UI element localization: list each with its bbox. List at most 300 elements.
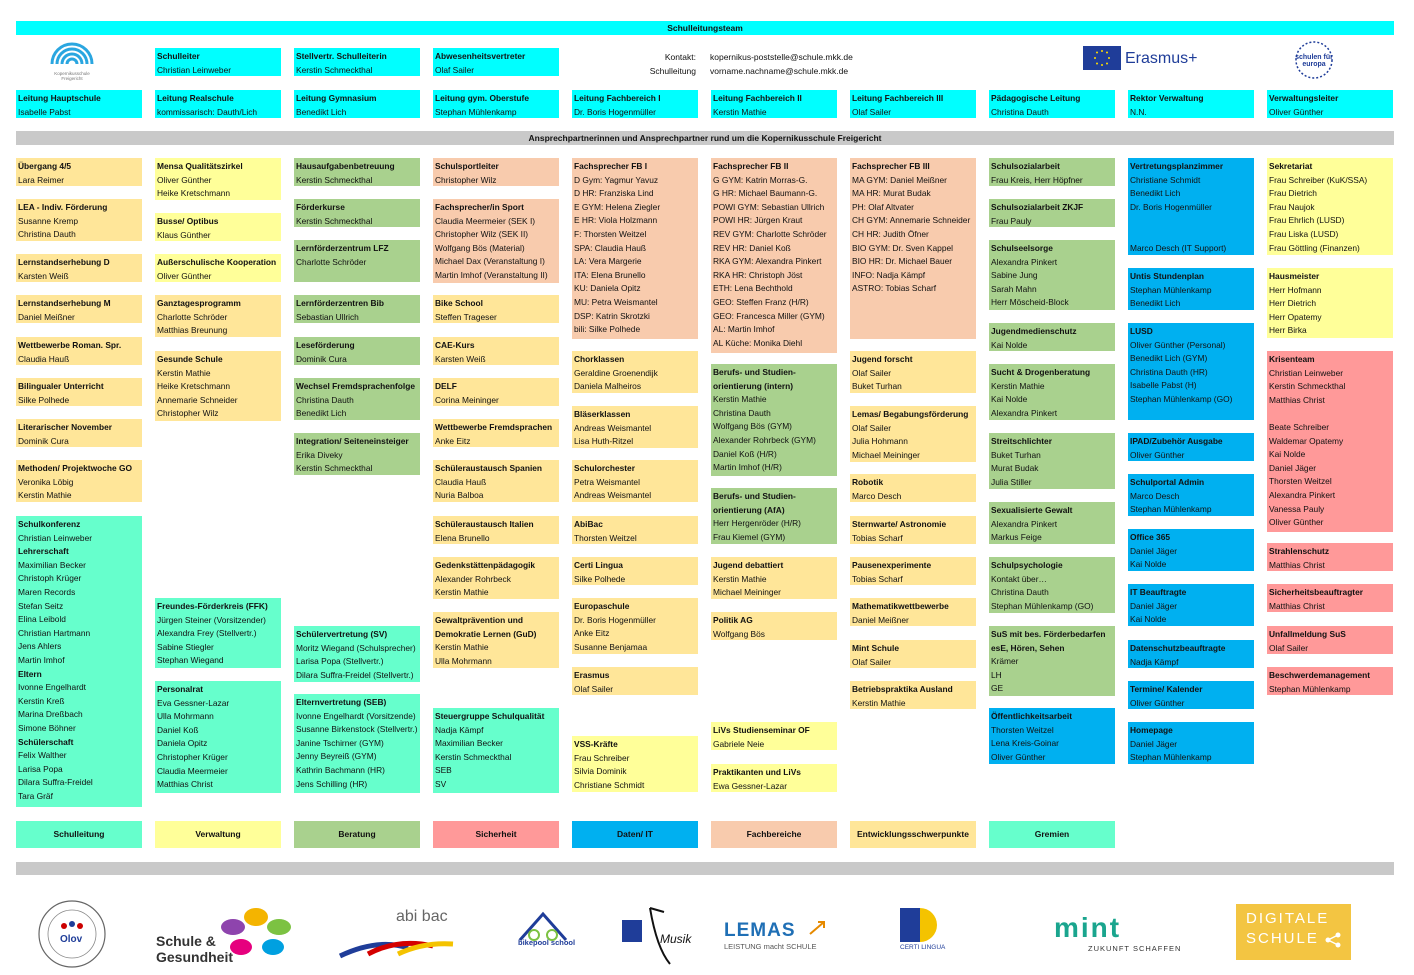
box-line: Olaf Sailer xyxy=(852,106,892,117)
box-schuleraustausch-italien xyxy=(433,516,559,544)
box-title: Fachsprecher FB I xyxy=(574,161,648,171)
legend-entwicklungsschwerpunkte: Entwicklungsschwerpunkte xyxy=(850,821,976,848)
box-line: Susanne Benjamaa xyxy=(574,641,648,652)
box-hausmeister xyxy=(1267,268,1393,338)
box-line: AL Küche: Monika Diehl xyxy=(713,337,803,348)
box-title: Lernstandserhebung M xyxy=(18,298,111,308)
box-title: Wechsel Fremdsprachenfolge xyxy=(296,381,415,391)
box-line: Elina Leibold xyxy=(18,614,66,625)
box-krisenteam xyxy=(1267,351,1393,532)
box-line: Vanessa Pauly xyxy=(1269,503,1325,514)
box-leitung-fachbereich-iii xyxy=(850,90,976,118)
box-line: Frau Kiemel (GYM) xyxy=(713,531,786,542)
box-line: GEO: Steffen Franz (H/R) xyxy=(713,296,809,307)
box-lernstandserhebung-d xyxy=(16,254,142,282)
box-bike-school xyxy=(433,295,559,323)
box-line: Kerstin Mathie xyxy=(435,587,489,598)
box-line xyxy=(1269,407,1391,421)
box-line: ETH: Lena Bechthold xyxy=(713,283,793,294)
box-line: Felix Walther xyxy=(18,750,67,761)
box-delf xyxy=(433,378,559,406)
box-line: GE xyxy=(991,683,1004,694)
box-title: Lemas/ Begabungsförderung xyxy=(852,409,969,419)
box-steuergruppe-schulqualitat xyxy=(433,708,559,793)
box-line: D Gym: Yagmur Yavuz xyxy=(574,174,659,185)
box-title: LiVs Studienseminar OF xyxy=(713,725,810,735)
box-certi-lingua xyxy=(572,557,698,585)
box-line: Stephan Mühlenkamp xyxy=(1130,752,1212,763)
box-forderkurse xyxy=(294,199,420,227)
box-line: LA: Vera Margerie xyxy=(574,256,642,267)
box-title: Pausenexperimente xyxy=(852,560,932,570)
box-schulkonferenz xyxy=(16,516,142,807)
box-streitschlichter xyxy=(989,433,1115,489)
box-jugend-debattiert xyxy=(711,557,837,599)
box-datenschutzbeauftragte xyxy=(1128,640,1254,668)
box-unfallmeldung-sus xyxy=(1267,626,1393,654)
box-sicherheitsbeauftragter xyxy=(1267,584,1393,612)
box-leitung-gym-oberstufe xyxy=(433,90,559,118)
box-line: Simone Böhner xyxy=(18,722,76,733)
box-title: Lernförderzentrum LFZ xyxy=(296,243,389,253)
box-termine-kalender xyxy=(1128,681,1254,709)
box-line: Dr. Boris Hogenmüller xyxy=(574,614,656,625)
box-line: Kerstin Mathie xyxy=(852,697,906,708)
box-line: Lisa Huth-Ritzel xyxy=(574,436,634,447)
box-literarischer-november xyxy=(16,419,142,447)
box-line: Kerstin Schmeckthal xyxy=(435,751,512,762)
box-line: Claudia Meermeier xyxy=(157,765,228,776)
box-schulsozialarbeit-zkjf xyxy=(989,199,1115,227)
box-line: Daniel Koß xyxy=(157,724,199,735)
box-line: Oliver Günther xyxy=(1130,697,1185,708)
box-leitung-realschule xyxy=(155,90,281,118)
box-line: Christian Leinweber xyxy=(157,64,232,75)
box-it-beauftragte xyxy=(1128,584,1254,626)
box-berufs-und-studien xyxy=(711,488,837,544)
box-line: Silvia Dominik xyxy=(574,766,627,777)
box-line: Alexandra Pinkert xyxy=(1269,489,1336,500)
bikepool-logo xyxy=(516,910,576,956)
box-line: CH GYM: Annemarie Schneider xyxy=(852,215,971,226)
eu-flag-icon xyxy=(1083,46,1121,70)
box-line: Christiane Schmidt xyxy=(574,779,645,790)
box-line: Alexandra Pinkert xyxy=(991,256,1058,267)
box-elternvertretung-seb xyxy=(294,694,420,793)
box-line: GEO: Francesca Miller (GYM) xyxy=(713,310,825,321)
box-line: Frau Liska (LUSD) xyxy=(1269,228,1339,239)
box-line: Kai Nolde xyxy=(991,339,1028,350)
mint-text: mint xyxy=(1054,912,1122,943)
lemas-arrow-icon xyxy=(808,918,828,938)
box-line: Kerstin Schmeckthal xyxy=(296,463,373,474)
mint-logo xyxy=(1054,912,1184,956)
box-title: Mensa Qualitätszirkel xyxy=(157,161,243,171)
schule-gesundheit-text2: Gesundheit xyxy=(156,949,234,965)
box-line: Nuria Balboa xyxy=(435,490,484,501)
box-title: Mathematikwettbewerbe xyxy=(852,601,949,611)
lemas-text: LEMAS xyxy=(724,920,796,941)
box-line: Veronika Löbig xyxy=(18,476,74,487)
box-title: Europaschule xyxy=(574,601,630,611)
lemas-logo xyxy=(724,920,844,954)
box-praktikanten-und-livs xyxy=(711,764,837,792)
box-integration-seiteneinsteiger xyxy=(294,433,420,475)
box-leitung-fachbereich-i xyxy=(572,90,698,118)
box-line: Ivonne Engelhardt xyxy=(18,682,86,693)
box-title: Schülervertretung (SV) xyxy=(296,629,388,639)
box-title: Streitschlichter xyxy=(991,436,1052,446)
box-title: DELF xyxy=(435,381,457,391)
box-line: Kerstin Mathie xyxy=(991,380,1045,391)
contact-email[interactable]: kopernikus-poststelle@schule.mkk.de xyxy=(710,52,853,62)
box-line: Wolfgang Bös xyxy=(713,628,765,639)
box-line: Matthias Christ xyxy=(157,779,213,790)
box-line: Christina Dauth (HR) xyxy=(1130,366,1208,377)
box-line: Alexander Rohrbeck (GYM) xyxy=(713,434,816,445)
box-schulportal-admin xyxy=(1128,474,1254,516)
box-line: SPA: Claudia Hauß xyxy=(574,242,646,253)
digitale-schule-logo xyxy=(1236,904,1351,960)
box-title: Jugendmedienschutz xyxy=(991,326,1077,336)
box-title: Robotik xyxy=(852,477,884,487)
box-schulorchester xyxy=(572,460,698,502)
box-leseforderung xyxy=(294,337,420,365)
box-line: POWI GYM: Sebastian Ullrich xyxy=(713,201,825,212)
box-schulervertretung-sv xyxy=(294,626,420,682)
box-line: Markus Feige xyxy=(991,532,1042,543)
box-line: Daniela Malheiros xyxy=(574,381,642,392)
box-line: Marco Desch (IT Support) xyxy=(1130,242,1227,253)
box-line: Benedikt Lich (GYM) xyxy=(1130,353,1208,364)
box-line: Stephan Mühlenkamp xyxy=(1130,284,1212,295)
box-line: Daniel Jäger xyxy=(1130,600,1178,611)
box-offentlichkeitsarbeit xyxy=(989,708,1115,764)
box-line: SEB xyxy=(435,765,452,776)
box-line: Benedikt Lich xyxy=(1130,298,1181,309)
box-line: Kai Nolde xyxy=(1130,559,1167,570)
box-title: Jugend debattiert xyxy=(713,560,784,570)
legend-verwaltung: Verwaltung xyxy=(155,821,281,848)
box-title: Jugend forscht xyxy=(852,354,913,364)
box-title: Fachsprecher FB II xyxy=(713,161,789,171)
box-title: Termine/ Kalender xyxy=(1130,684,1203,694)
box-title: IT Beauftragte xyxy=(1130,587,1187,597)
box-line: Maximilian Becker xyxy=(435,738,503,749)
header-title-bar xyxy=(16,21,1394,35)
box-line: LH xyxy=(991,669,1002,680)
box-line: Stephan Mühlenkamp xyxy=(1269,683,1351,694)
box-title: Schüleraustausch Italien xyxy=(435,519,534,529)
box-mathematikwettbewerbe xyxy=(850,598,976,626)
box-line: Dr. Boris Hogenmüller xyxy=(1130,201,1212,212)
box-line: Alexandra Frey (Stellvertr.) xyxy=(157,628,257,639)
box-line: Kerstin Mathie xyxy=(713,394,767,405)
box-title: Leitung Realschule xyxy=(157,93,234,103)
box-line: Herr Dietrich xyxy=(1269,298,1316,309)
box-subheading: orientierung (AfA) xyxy=(713,504,785,515)
lemas-sub-text: LEISTUNG macht SCHULE xyxy=(724,942,817,951)
box-line: Oliver Günther xyxy=(157,174,212,185)
box-title: Außerschulische Kooperation xyxy=(157,257,277,267)
box-fachsprecher-in-sport xyxy=(433,199,559,283)
legend-schulleitung: Schulleitung xyxy=(16,821,142,848)
legend-gremien: Gremien xyxy=(989,821,1115,848)
box-schulseelsorge xyxy=(989,240,1115,310)
box-title: Praktikanten und LiVs xyxy=(713,767,801,777)
box-lernforderzentrum-lfz xyxy=(294,240,420,282)
box-line: Susanne Kremp xyxy=(18,215,79,226)
box-line: POWI HR: Jürgen Kraut xyxy=(713,215,803,226)
box-line: Christian Hartmann xyxy=(18,627,91,638)
certi-lingua-logo xyxy=(898,906,946,956)
box-line: PH: Olaf Altvater xyxy=(852,201,914,212)
box-line: Karsten Weiß xyxy=(18,270,69,281)
box-lea-indiv-forderung xyxy=(16,199,142,241)
box-line: Alexandra Pinkert xyxy=(991,407,1058,418)
box-title: Leitung Gymnasium xyxy=(296,93,377,103)
box-schulpsychologie xyxy=(989,557,1115,613)
box-blaserklassen xyxy=(572,406,698,448)
box-title: Datenschutzbeauftragte xyxy=(1130,643,1226,653)
box-line: Stephan Wiegand xyxy=(157,655,224,666)
box-line: Murat Budak xyxy=(991,463,1039,474)
box-title: Schulseelsorge xyxy=(991,243,1053,253)
box-gesunde-schule xyxy=(155,351,281,421)
box-line: Alexandra Pinkert xyxy=(991,518,1058,529)
box-title: SuS mit bes. Förderbedarfen xyxy=(991,629,1106,639)
box-line: Frau Ehrlich (LUSD) xyxy=(1269,215,1345,226)
box-line: Claudia Hauß xyxy=(435,476,487,487)
box-title: Unfallmeldung SuS xyxy=(1269,629,1346,639)
box-schulsozialarbeit xyxy=(989,158,1115,186)
box-line: RKA GYM: Alexandra Pinkert xyxy=(713,256,822,267)
box-line: Christina Dauth xyxy=(18,229,76,240)
box-subheading: orientierung (intern) xyxy=(713,380,794,391)
box-line: Waldemar Opatemy xyxy=(1269,435,1344,446)
box-line: Daniel Koß (H/R) xyxy=(713,448,777,459)
box-title: Schulorchester xyxy=(574,463,635,473)
box-line: Frau Naujok xyxy=(1269,201,1315,212)
box-gewaltpravention-und xyxy=(433,612,559,668)
box-line: Heike Kretschmann xyxy=(157,188,231,199)
box-line: Oliver Günther xyxy=(1269,517,1324,528)
box-line: Kerstin Mathie xyxy=(18,490,72,501)
box-line: Kerstin Mathie xyxy=(157,367,211,378)
section-ansprechpartner-bar xyxy=(16,131,1394,145)
box-lusd xyxy=(1128,323,1254,420)
schulleitung-email[interactable]: vorname.nachname@schule.mkk.de xyxy=(710,66,849,76)
olov-logo xyxy=(30,898,114,970)
box-line: bili: Silke Polhede xyxy=(574,324,641,335)
box-schulsportleiter xyxy=(433,158,559,186)
box-title: Literarischer November xyxy=(18,422,113,432)
box-line: Andreas Weismantel xyxy=(574,422,652,433)
box-title: Sexualisierte Gewalt xyxy=(991,505,1073,515)
box-line: Marco Desch xyxy=(852,490,902,501)
box-jugend-forscht xyxy=(850,351,976,393)
olov-text: Olov xyxy=(60,934,83,945)
box-line: G GYM: Katrin Morras-G. xyxy=(713,174,808,185)
school-logo xyxy=(46,40,98,81)
box-line: MU: Petra Weismantel xyxy=(574,296,658,307)
box-erasmus xyxy=(572,667,698,695)
box-line: Christina Dauth xyxy=(991,587,1049,598)
box-line: Herr Hergenröder (H/R) xyxy=(713,518,801,529)
box-line: Lara Reimer xyxy=(18,174,65,185)
box-title: Schulleiter xyxy=(157,51,200,61)
box-title: Sekretariat xyxy=(1269,161,1313,171)
box-line: INFO: Nadja Kämpf xyxy=(852,269,926,280)
box-line: Frau Dietrich xyxy=(1269,188,1317,199)
box-line: Oliver Günther xyxy=(157,270,212,281)
box-line: Julia Hohmann xyxy=(852,436,908,447)
box-line: Olaf Sailer xyxy=(852,656,892,667)
box-line: Alexander Rohrbeck xyxy=(435,573,511,584)
box-europaschule xyxy=(572,598,698,654)
box-line: Matthias Breunung xyxy=(157,325,228,336)
box-line: Jens Schilling (HR) xyxy=(296,778,368,789)
box-line: Kerstin Kreß xyxy=(18,695,65,706)
box-line: Larisa Popa xyxy=(18,763,63,774)
erasmus-logo xyxy=(1083,46,1213,74)
box-stellvertr-schulleiterin xyxy=(294,48,420,76)
box-padagogische-leitung xyxy=(989,90,1115,118)
box-line: Lena Kreis-Goinar xyxy=(991,738,1059,749)
box-line: SV xyxy=(435,778,447,789)
musik-text: Musik xyxy=(660,932,692,946)
box-line: Stephan Mühlenkamp (GO) xyxy=(1130,393,1233,404)
box-subheading: Lehrerschaft xyxy=(18,546,69,557)
box-ubergang-4-5 xyxy=(16,158,142,186)
box-title: Gewaltprävention und xyxy=(435,615,523,625)
box-rektor-verwaltung xyxy=(1128,90,1254,118)
box-betriebspraktika-ausland xyxy=(850,681,976,709)
box-chorklassen xyxy=(572,351,698,393)
box-line: Anke Eitz xyxy=(574,628,610,639)
box-line: Buket Turhan xyxy=(852,381,902,392)
box-title: VSS-Kräfte xyxy=(574,739,618,749)
box-line: Kathrin Bachmann (HR) xyxy=(296,764,385,775)
box-line: Thorsten Weitzel xyxy=(574,532,637,543)
box-title: Öffentlichkeitsarbeit xyxy=(991,711,1072,721)
box-line: Charlotte Schröder xyxy=(296,256,367,267)
box-line: Olaf Sailer xyxy=(574,683,614,694)
box-line: Benedikt Lich xyxy=(296,106,347,117)
box-line: E HR: Viola Holzmann xyxy=(574,215,658,226)
box-sekretariat xyxy=(1267,158,1393,255)
box-title: Betriebspraktika Ausland xyxy=(852,684,953,694)
box-line: BIO GYM: Dr. Sven Kappel xyxy=(852,242,954,253)
box-line: Nadja Kämpf xyxy=(435,724,484,735)
box-line: Klaus Günther xyxy=(157,229,211,240)
box-title: Wettbewerbe Roman. Spr. xyxy=(18,340,122,350)
box-line: Martin Imhof xyxy=(18,654,65,665)
box-line: G HR: Michael Baumann-G. xyxy=(713,188,818,199)
box-abibac xyxy=(572,516,698,544)
box-line: Stephan Mühlenkamp xyxy=(435,106,517,117)
box-title: Office 365 xyxy=(1130,532,1171,542)
europa-text: schulen für europa xyxy=(1295,54,1333,68)
box-robotik xyxy=(850,474,976,502)
box-line: Erika Diveky xyxy=(296,449,343,460)
box-line: Benedikt Lich xyxy=(296,408,347,419)
box-line: Olaf Sailer xyxy=(1269,642,1309,653)
box-line: Oliver Günther xyxy=(991,751,1046,762)
box-line: kommissarisch: Dauth/Lich xyxy=(157,106,258,117)
box-ganztagesprogramm xyxy=(155,295,281,337)
box-title: Bilingualer Unterricht xyxy=(18,381,104,391)
box-line: Christina Dauth xyxy=(713,407,771,418)
box-line: Kerstin Mathie xyxy=(435,642,489,653)
box-line: Sebastian Ullrich xyxy=(296,311,359,322)
box-line: Kerstin Mathie xyxy=(713,106,767,117)
contact-label: Kontakt: xyxy=(664,52,696,62)
box-title: Schüleraustausch Spanien xyxy=(435,463,543,473)
box-title: Untis Stundenplan xyxy=(1130,271,1204,281)
box-line: Kerstin Schmeckthal xyxy=(296,174,373,185)
erasmus-text: Erasmus+ xyxy=(1125,50,1198,67)
box-line: Steffen Trageser xyxy=(435,311,497,322)
box-line: Kerstin Mathie xyxy=(713,573,767,584)
share-icon xyxy=(1324,931,1342,949)
box-title: Leitung gym. Oberstufe xyxy=(435,93,529,103)
digitale-text: DIGITALE xyxy=(1246,910,1330,927)
box-line: Kai Nolde xyxy=(991,394,1028,405)
box-title: Schulkonferenz xyxy=(18,519,81,529)
box-sexualisierte-gewalt xyxy=(989,502,1115,544)
box-line: Michael Meininger xyxy=(852,449,920,460)
box-line: Olaf Sailer xyxy=(852,367,892,378)
box-title: CAE-Kurs xyxy=(435,340,475,350)
box-line: Dilara Suffra-Freidel (Stellvertr.) xyxy=(296,669,414,680)
box-title: Bläserklassen xyxy=(574,409,631,419)
box-line: Susanne Birkenstock (Stellvertr.) xyxy=(296,724,418,735)
box-title: Leitung Fachbereich I xyxy=(574,93,661,103)
box-line: Marina Dreßbach xyxy=(18,709,83,720)
box-title: Methoden/ Projektwoche GO xyxy=(18,463,133,473)
europa-logo xyxy=(1292,40,1336,80)
box-line: Isabelle Pabst (H) xyxy=(1130,380,1197,391)
box-title: Förderkurse xyxy=(296,202,345,212)
box-title: Stellvertr. Schulleiterin xyxy=(296,51,387,61)
legend-beratung: Beratung xyxy=(294,821,420,848)
box-pausenexperimente xyxy=(850,557,976,585)
box-title: Sternwarte/ Astronomie xyxy=(852,519,947,529)
box-line: Jenny Beyreiß (GYM) xyxy=(296,751,377,762)
box-vss-krafte xyxy=(572,736,698,792)
box-line: Wolfgang Bös (GYM) xyxy=(713,421,792,432)
box-line: Frau Göttling (Finanzen) xyxy=(1269,242,1360,253)
box-title: Mint Schule xyxy=(852,643,899,653)
box-title: Lernförderzentren Bib xyxy=(296,298,384,308)
box-title: Berufs- und Studien- xyxy=(713,367,796,377)
box-title: Politik AG xyxy=(713,615,753,625)
school-logo-text: Kopernikusschule Freigericht xyxy=(54,71,90,81)
box-line: RKA HR: Christoph Jöst xyxy=(713,269,803,280)
box-wettbewerbe-fremdsprachen xyxy=(433,419,559,447)
box-line xyxy=(1130,228,1252,242)
box-line: Tara Gräf xyxy=(18,790,53,801)
box-line: ASTRO: Tobias Scharf xyxy=(852,283,937,294)
box-title: Leitung Fachbereich III xyxy=(852,93,944,103)
box-line: Annemarie Schneider xyxy=(157,394,238,405)
box-line: Herr Birka xyxy=(1269,325,1307,336)
box-line: Oliver Günther xyxy=(1130,449,1185,460)
box-title: Pädagogische Leitung xyxy=(991,93,1081,103)
box-line: Daniel Jäger xyxy=(1130,738,1178,749)
box-leitung-fachbereich-ii xyxy=(711,90,837,118)
